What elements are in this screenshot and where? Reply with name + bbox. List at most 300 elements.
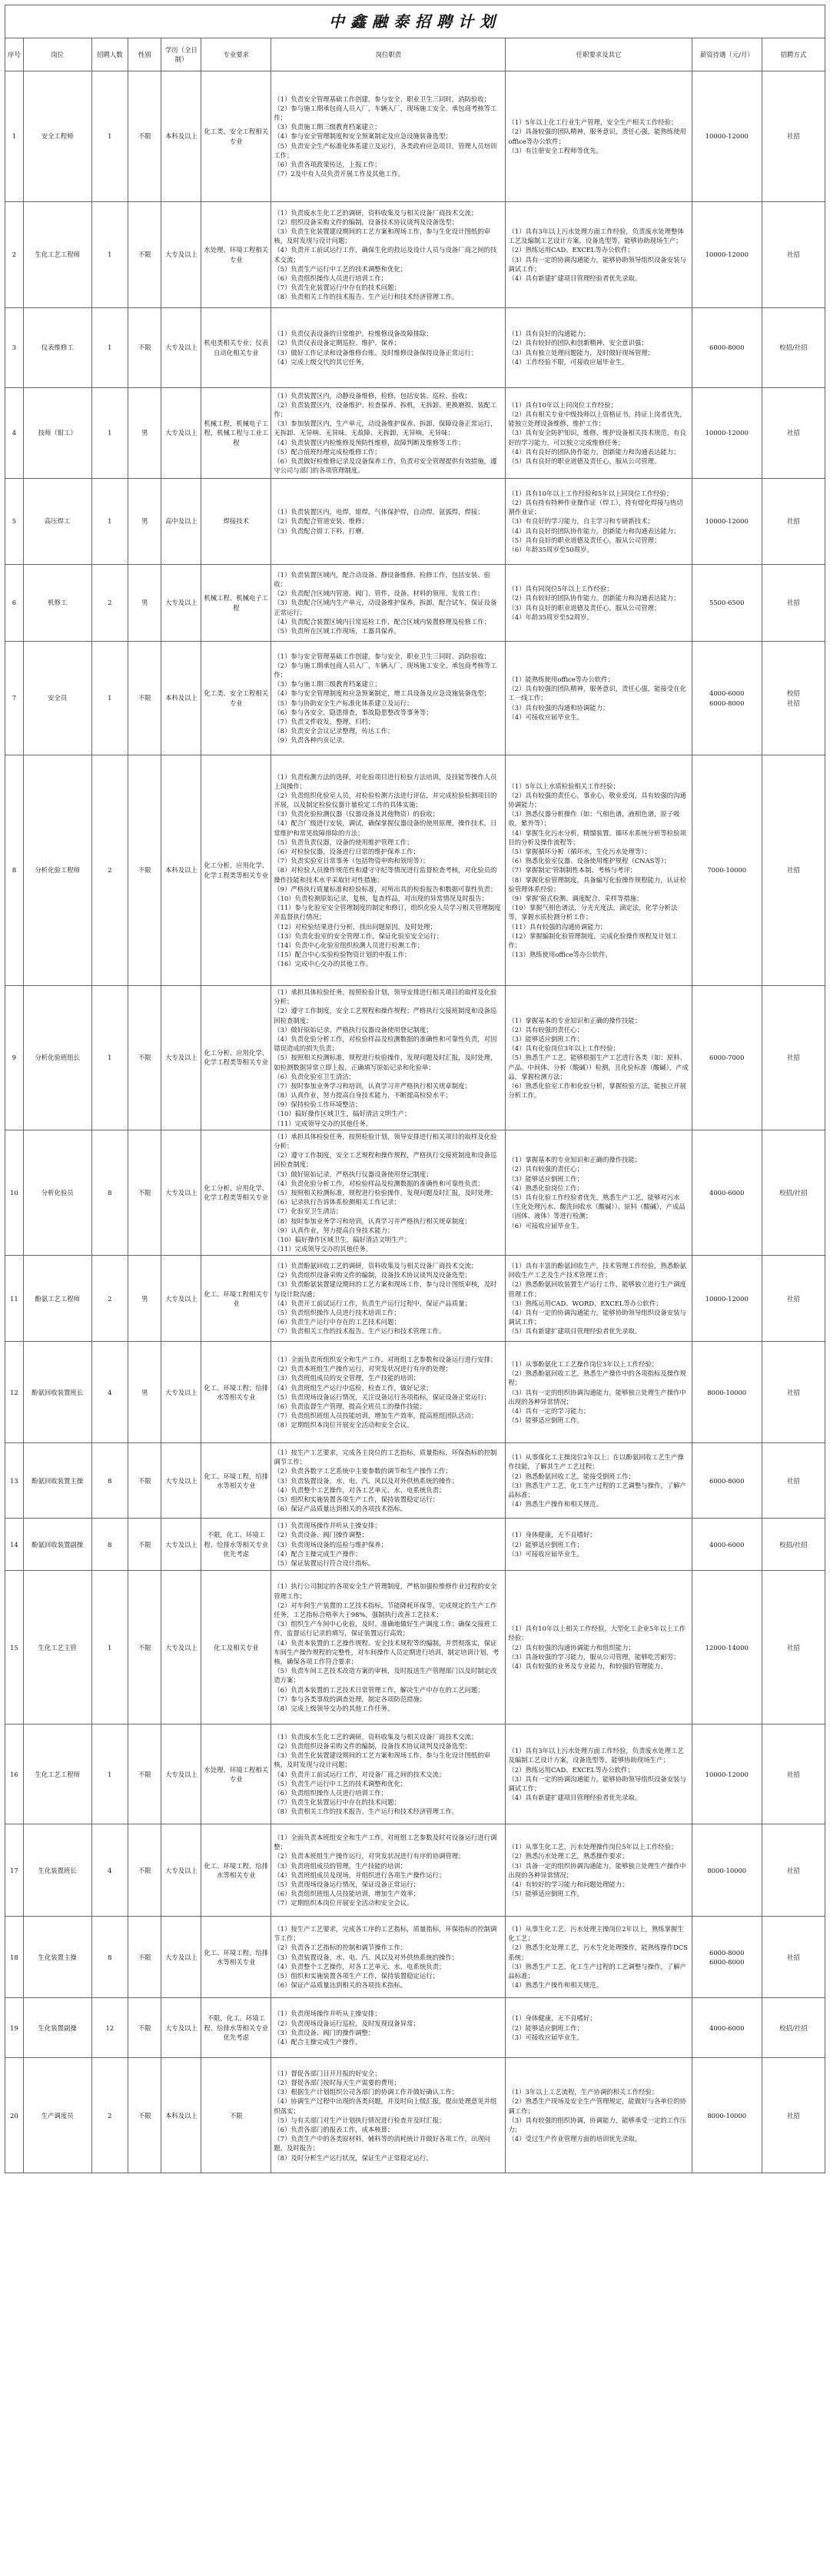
- requirement-item: （4）熟悉生产操作和相关规范。: [508, 1981, 603, 1990]
- duty-item: （7）参与各类事故的调查处理，制定各项防范措施；: [274, 1695, 427, 1703]
- hire-count: 1: [91, 1571, 128, 1725]
- duties-list: [271, 1443, 506, 1519]
- duty-item: （10）负责检测原始记录，复核，复查样品，对出现的异常情况及时报告；: [274, 894, 488, 902]
- duty-item: （6）负责生产运行中存在的工艺技术问题；: [274, 1318, 400, 1326]
- duty-item: （4）完成上级交代的其它任务。: [274, 357, 368, 366]
- gender: 不限: [128, 1571, 161, 1725]
- post-name: 高压焊工: [23, 479, 91, 565]
- gender: 不限: [128, 755, 161, 986]
- gender: 男: [128, 1256, 161, 1342]
- duty-item: （13）负责化验室的安全管理工作，保证化验室安全运行；: [274, 931, 443, 940]
- document-title: 中鑫融泰招聘计划: [5, 5, 825, 38]
- duty-item: （4）负责开工前试运行工作，确保生化的投运及设计人员与设备厂商之间的技术交流；: [274, 246, 497, 264]
- duties-list: [271, 1824, 506, 1917]
- duty-item: （2）负责现场设备运行巡检，及时发现设备异常；: [274, 2019, 420, 2027]
- salary: 8000-10000: [692, 2058, 762, 2173]
- requirement-item: （4）受过生产作业管理方面的培训优先录取。: [508, 2135, 642, 2143]
- row-number: 3: [5, 308, 24, 388]
- requirement-item: （1）身体健康，无不良嗜好；: [508, 2014, 596, 2023]
- requirement-item: （1）3年以上工艺流程，生产协调的相关工作经验；: [508, 2088, 659, 2096]
- duty-item: （6）对检验仪器，设备进行日常的维护保养工作；: [274, 848, 420, 856]
- table-row: [5, 1443, 825, 1519]
- duty-item: （6）负责组织操作人员进行培训工作；: [274, 1789, 387, 1798]
- requirement-item: （5）具有化验工作经验者优先，熟悉生产工艺，能够对污水（生化处理污水、酸洗回收水（酸碱））、原料（酸碱），产成品（固体、液体）等进行检测；: [508, 1193, 686, 1220]
- requirement-item: （2）具有较强的责任心；: [508, 1165, 583, 1173]
- requirement-item: （2）熟悉生化处理工艺，污水生化处理操作，能熟练操作DCS系统；: [508, 1944, 688, 1961]
- salary: 6000-8000: [692, 308, 762, 388]
- education: 大专及以上: [161, 308, 201, 388]
- duty-item: （7）2及中有人员负责开展工作及其他工作。: [274, 170, 405, 178]
- major-requirement: 水处理、环境工程相关专业: [201, 1725, 271, 1824]
- header-count: 招聘人数: [91, 38, 128, 71]
- requirement-item: （4）掌握生化污水分析，精馏装置、循环水系统分析等检验项目的分析及操作流程等；: [508, 828, 686, 846]
- post-name: 仪表维修工: [23, 308, 91, 388]
- duty-item: （4）参与安全管理制度和应急预案制定，增工具设备及应急设施装备选型；: [274, 689, 490, 698]
- requirement-item: （2）能够适应倒班工作；: [508, 1540, 583, 1549]
- requirement-item: （2）具有较强的团队精神，服务意识，责任心强，能接受在化工一线工作；: [508, 685, 686, 702]
- gender: 不限: [128, 308, 161, 388]
- duty-item: （1）执行公司制定的各项安全生产管理制度，严格加强检维修作业过程的安全管理工作；: [274, 1582, 497, 1600]
- requirements-list: [506, 2058, 692, 2173]
- hire-count: 1: [91, 388, 128, 479]
- duty-item: （2）负责组织设备采购文件的编制，设备技术协议谈判及设备选型；: [274, 1742, 471, 1751]
- duty-item: （4）负责开工前试运行工作，对设备厂商之间的技术交流；: [274, 1770, 446, 1778]
- row-number: 15: [5, 1571, 24, 1725]
- table-row: [5, 1256, 825, 1342]
- duty-item: （3）负责设备、阀门的操作调整；: [274, 2028, 375, 2037]
- table-row: [5, 1917, 825, 1998]
- duties-list: [271, 1998, 506, 2058]
- duty-item: （1）负责安全管理基础工作创建，参与安全、职业卫生三同时，消防验收；: [274, 95, 490, 103]
- requirement-item: （3）具有较强的组织协调，协调能力，能够承受一定的工作压力；: [508, 2116, 686, 2133]
- duty-item: （6）负责组织操作人员进行培训工作；: [274, 274, 387, 282]
- salary: 4000-6000: [692, 1130, 762, 1255]
- duty-item: （6）参与各安全、隐患排查，事故隐患整改等事务等；: [274, 708, 433, 716]
- education: 大专及以上: [161, 1342, 201, 1443]
- requirement-item: （3）具有良好的职业道德及责任心，服从公司管理；: [508, 603, 661, 612]
- table-row: [5, 479, 825, 565]
- duty-item: （3）负责班组成员的安全管理，生产技能的培训；: [274, 1374, 420, 1383]
- table-row: [5, 202, 825, 308]
- salary: 10000-12000: [692, 1256, 762, 1342]
- duty-item: （6）记录执行告诉体系检测相关工作记录；: [274, 1198, 400, 1207]
- requirement-item: （4）具有化验岗位3年以上工作经验；: [508, 1044, 620, 1053]
- duty-item: （5）负责现场设备运行情况，关注设备运行各项指标，保证设备正常运行；: [274, 1393, 490, 1401]
- duties-list: [271, 1130, 506, 1255]
- post-name: 酚氨回收装置主操: [23, 1443, 91, 1519]
- requirement-item: （4）具有一定的学习能力；: [508, 1407, 590, 1416]
- header-gender: 性别: [128, 38, 161, 71]
- requirement-item: （2）具备较强的团队精神，服务意识，责任心强，能熟练使用office等办公软件；: [508, 128, 686, 145]
- requirement-item: （3）具有一定的协调沟通能力，能够协助领导组织设备安装与调试工作；: [508, 255, 686, 273]
- duty-item: （4）负责本装置的工艺操作规程、安全技术规程等的编制，并贯彻落实，保证车间生产操作规程的完整性，对车间操作人员定期进行培训，制定培训计划，考核，确保各项工作符合要求；: [274, 1638, 500, 1665]
- duty-item: （1）按生产工艺要求，完成各工序的工艺指标，质量指标，环保指标的控制调节工作；: [274, 1925, 497, 1943]
- salary: 4000-6000: [692, 1519, 762, 1571]
- requirement-item: （2）具有较强的责任心，事业心，敬业爱岗，具有较强的沟通协调能力；: [508, 791, 686, 809]
- recruit-method: 社招: [762, 1256, 825, 1342]
- gender: 男: [128, 1342, 161, 1443]
- requirement-item: （5）能够适应倒班工作。: [508, 1416, 583, 1425]
- duty-item: （5）负责组织操作人员进行技术培训工作；: [274, 1308, 400, 1316]
- salary: 4000-6000 6000-8000: [692, 642, 762, 755]
- post-name: 酚氨工艺工程师: [23, 1256, 91, 1342]
- duty-item: （4）参与安全管理制度和安全预案制定及应急设施装备选型；: [274, 132, 452, 141]
- row-number: 2: [5, 202, 24, 308]
- major-requirement: 化工类、安全工程相关专业: [201, 71, 271, 202]
- row-number: 5: [5, 479, 24, 565]
- major-requirement: 焊接技术: [201, 479, 271, 565]
- duty-item: （7）定期组织本岗位开展安全活动和安全会议。: [274, 1899, 413, 1907]
- header-education: 学历（全日制）: [161, 38, 201, 71]
- duty-item: （5）负责生产运行中工艺的技术调整和优化；: [274, 1779, 407, 1788]
- requirements-list: [506, 1824, 692, 1917]
- table-row: [5, 1998, 825, 2058]
- duty-item: （2）参与施工期承包商人员入厂，车辆入厂，现场施工安全、承包商考核等工作；: [274, 104, 497, 122]
- requirement-item: （3）有良好的学习能力，自主学习和专研新技术；: [508, 517, 654, 526]
- duty-item: （5）按照相关检测标准，规程进行检验操作，发现问题及时汇报，及时处理，如检测数据异常立即上报，正确填写原始记录和化验单；: [274, 1054, 497, 1071]
- duty-item: （1）全面负责本班组安全和生产工作，对班组工艺参数及时对设备运行进行调整；: [274, 1834, 497, 1851]
- education: 大专及以上: [161, 388, 201, 479]
- gender: 不限: [128, 71, 161, 202]
- education: 大专及以上: [161, 1917, 201, 1998]
- table-row: [5, 986, 825, 1130]
- duty-item: （1）负责废水生化工艺的调研，资料收集及与相关设备厂商技术交流；: [274, 208, 478, 217]
- requirement-item: （1）从事生化工艺、污水处理主操岗位2年以上，熟练掌握生化工艺；: [508, 1925, 684, 1943]
- post-name: 分析化验员: [23, 1130, 91, 1255]
- gender: 不限: [128, 1443, 161, 1519]
- duty-item: （3）参加装置区内，生产单元，动设备维护保养、拆卸、保障设备正常运行，无拆卸、无异响、无异味、无故障、无拆卸，无异响，无异味；: [274, 420, 497, 437]
- duty-item: （2）负责设备、阀门操作调整；: [274, 1531, 368, 1539]
- education: 大专及以上: [161, 1824, 201, 1917]
- gender: 不限: [128, 1130, 161, 1255]
- duty-item: （3）负责配合区域内生产单元，动设备维护保养，拆卸，配合试车，保证设备正常运行；: [274, 599, 497, 616]
- requirement-item: （1）掌握基本的专业知识和正确的操作技能；: [508, 1156, 642, 1164]
- requirement-item: （3）能够适应倒班工作；: [508, 1174, 583, 1183]
- post-name: 机修工: [23, 565, 91, 642]
- salary: 10000-12000: [692, 388, 762, 479]
- duty-item: （4）负责化验分析工作，对检验样品及检测数据的准确性和可靠性负责；: [274, 1179, 484, 1187]
- requirement-item: （3）具有一定的协调沟通能力，能够协助领导组织设备安装与调试工作；: [508, 1774, 686, 1792]
- header-method: 招聘方式: [762, 38, 825, 71]
- requirement-item: （5）具有新建扩建项目管理经验者优先录取。: [508, 1327, 642, 1336]
- duty-item: （5）参与协助安全生产标准化体系建立及运行；: [274, 699, 413, 707]
- row-number: 18: [5, 1917, 24, 1998]
- table-row: [5, 1571, 825, 1725]
- duties-list: [271, 1917, 506, 1998]
- hire-count: 8: [91, 1443, 128, 1519]
- duty-item: （2）负责配合管道安装、维修；: [274, 517, 368, 526]
- requirement-item: （1）具有10年以上相关工作经验，大型化工企业5年以上工作经验；: [508, 1625, 686, 1642]
- duty-item: （1）负责废水生化工艺的调研，资料收集及与相关设备厂商技术交流；: [274, 1732, 478, 1741]
- header-requirements: 任职要求及其它: [506, 38, 692, 71]
- requirements-list: [506, 1998, 692, 2058]
- requirement-item: （1）具有10年以上同岗位工作经验；: [508, 400, 618, 409]
- requirement-item: （11）具有较强的沟通协调能力；: [508, 922, 607, 931]
- duty-item: （1）负责仪表设备的日常维护，检维修设备故障排除；: [274, 330, 433, 338]
- duty-item: （6）负责各部门的报表工作，成本核算；: [274, 2125, 394, 2133]
- table-body: [5, 71, 825, 2173]
- recruit-method: 校招 社招: [762, 642, 825, 755]
- requirement-item: （4）具有一定的协调沟通能力，能够协助领导组织设备安装与调试工作；: [508, 1308, 686, 1326]
- duty-item: （5）负责所在区域工作现场，工器具保养。: [274, 626, 400, 635]
- salary: 6000-7000: [692, 986, 762, 1130]
- post-name: 分析化验班组长: [23, 986, 91, 1130]
- duty-item: （7）负责实验室日常事务（包括物资申购和领用等）；: [274, 857, 430, 865]
- requirement-item: （3）熟悉仪器分析操作（如：气相色谱，液相色谱，原子吸收，紫外等）；: [508, 810, 680, 828]
- header-salary: 薪资待遇（元/月）: [692, 38, 762, 71]
- post-name: 安全员: [23, 642, 91, 755]
- duty-item: （9）保持检验工作环境整洁；: [274, 1100, 362, 1109]
- recruit-method: 社招: [762, 1725, 825, 1824]
- requirement-item: （3）具有独立处理问题能力，及时做好现场管理；: [508, 348, 654, 357]
- hire-count: 1: [91, 1725, 128, 1824]
- duty-item: （3）负责配合钳工下料，打磨。: [274, 526, 368, 535]
- row-number: 11: [5, 1256, 24, 1342]
- table-row: [5, 71, 825, 202]
- post-name: 生化工艺主管: [23, 1571, 91, 1725]
- duty-item: （8）按时参加业务学习和培训，认真学习并严格执行相关规章制度；: [274, 1217, 471, 1225]
- duties-list: [271, 1342, 506, 1443]
- requirement-item: （2）熟练运用CAD、EXCEL等办公软件；: [508, 1765, 634, 1774]
- requirement-item: （1）5年以上化工行业生产管理，安全生产相关工作经验；: [508, 118, 678, 127]
- hire-count: 2: [91, 2058, 128, 2173]
- salary: 6000-8000 6000-8000: [692, 1917, 762, 1998]
- requirement-item: （6）年龄35周岁至50周岁。: [508, 545, 593, 553]
- duty-item: （2）遵守工作制度，安全工艺规程和操作规程，严格执行交接班制度和设备巡回检查制度；: [274, 1151, 497, 1169]
- duty-item: （1）参与安全管理基础工作创建，参与安全、职业卫生三同时、消防验收；: [274, 652, 490, 660]
- requirement-item: （4）具有新建扩建项目管理经验者优先录取。: [508, 1794, 642, 1802]
- requirements-list: [506, 202, 692, 308]
- duty-item: （5）负责车间工艺技术改造方案的审核，及时报送生产管理部门以及时制定改造方案；: [274, 1667, 497, 1685]
- requirement-item: （2）具有相关专业中级技师以上资格证书，持证上岗者优先，能独立处理设备维修、维护工作；: [508, 410, 686, 428]
- gender: 不限: [128, 1917, 161, 1998]
- duty-item: （11）参与化验室安全管理制度的制定和修订，组织化验人员学习相关管理制度并监督执行情况；: [274, 904, 501, 921]
- duty-item: （4）负责配合装置区域内日常巡检工作，配合区域内装置修理及检修工作；: [274, 617, 490, 626]
- requirement-item: （1）从事酚氨化工工艺操作岗位3年以上工作经验；: [508, 1360, 659, 1369]
- table-row: [5, 755, 825, 986]
- salary: 10000-12000: [692, 1725, 762, 1824]
- duty-item: （7）按时参加业务学习和培训，认真学习并严格执行相关规章制度；: [274, 1081, 471, 1090]
- hire-count: 4: [91, 1342, 128, 1443]
- table-row: [5, 308, 825, 388]
- duty-item: （5）配合值班经理完成检维修工作；: [274, 447, 381, 456]
- duties-list: [271, 202, 506, 308]
- duties-list: [271, 388, 506, 479]
- salary: 8000-10000: [692, 1342, 762, 1443]
- duties-list: [271, 1571, 506, 1725]
- duties-list: [271, 308, 506, 388]
- duty-item: （2）负责配合区域内管道、阀门、管件、设备、材料的领用、发放工作；: [274, 589, 484, 598]
- duty-item: （1）督促各部门日开月报的好安全；: [274, 2069, 381, 2077]
- requirements-list: [506, 1725, 692, 1824]
- row-number: 16: [5, 1725, 24, 1824]
- duty-item: （16）完成中心交办的其他工作。: [274, 960, 373, 968]
- duty-item: （7）负责生化装置运行中存在的技术问题；: [274, 284, 400, 292]
- duty-item: （5）负责现场设备运行情况，保证设备正常运行；: [274, 1880, 420, 1888]
- duty-item: （2）督促各部门按时每天生产需要的费用；: [274, 2079, 400, 2086]
- hire-count: 1: [91, 986, 128, 1130]
- duty-item: （11）完成领导交办的其他任务。: [274, 1245, 373, 1253]
- education: 大专及以上: [161, 202, 201, 308]
- requirement-item: （2）熟练运用CAD、EXCEL等办公软件；: [508, 246, 634, 254]
- requirements-list: [506, 308, 692, 388]
- hire-count: 2: [91, 755, 128, 986]
- requirement-item: （2）具有持有特种作业操作证（焊工），持有熔化焊接与热切割作业证；: [508, 499, 683, 516]
- duty-item: （9）严格执行质量标准和检验标准，对所出具的检验报告和数据可靠性负责；: [274, 885, 497, 893]
- post-name: 生化工艺工程师: [23, 202, 91, 308]
- salary: 12000-14000: [692, 1571, 762, 1725]
- major-requirement: 水处理、环境工程相关专业: [201, 202, 271, 308]
- duty-item: （1）负责装置区内，动静设备维修，检修，包括安装、巡检、验收；: [274, 391, 471, 400]
- major-requirement: 化工分析、应用化学、化学工程类等相关专业: [201, 755, 271, 986]
- table-row: [5, 2058, 825, 2173]
- duty-item: （3）负责化验检测仪器（仪器设备及其他物资）的验收；: [274, 810, 439, 818]
- row-number: 13: [5, 1443, 24, 1519]
- major-requirement: 化工、环境工程；给排水等相关专业: [201, 1342, 271, 1443]
- recruit-method: 社招: [762, 71, 825, 202]
- gender: 不限: [128, 2058, 161, 2173]
- requirement-item: （8）掌握化验管理制度，具备编写化验操作规程能力，认证检验管理体系经验；: [508, 875, 686, 893]
- requirement-item: （2）熟悉酚氨回收工艺，能接受倒班工作；: [508, 1472, 635, 1480]
- duty-item: （6）负责各项政策传达，上报工作；: [274, 160, 381, 168]
- requirements-list: [506, 1130, 692, 1255]
- duty-item: （2）负责各数字工艺系统中主要参数的调节和生产操作工作；: [274, 1467, 452, 1476]
- duty-item: （3）做好原始记录，严格执行仪器设备使用登记制度；: [274, 1170, 433, 1178]
- salary: 10000-12000: [692, 71, 762, 202]
- recruitment-plan-page: [0, 5, 830, 2576]
- table-row: [5, 1130, 825, 1255]
- requirements-list: [506, 1571, 692, 1725]
- duty-item: （7）负责生产中的各类原材料，辅料等的消耗统计并做好各项工作，出现问题，及时报告；: [274, 2135, 490, 2153]
- duty-item: （2）负责本班组生产操作运行，对突发状况进行有序的协调管理；: [274, 1852, 465, 1861]
- requirement-item: （1）具有良好的沟通能力；: [508, 330, 590, 338]
- recruit-method: 校招/社招: [762, 308, 825, 388]
- table-row: [5, 1725, 825, 1824]
- duty-item: （5）组织和实施装置各项生产工作，保持装置稳定运行；: [274, 1972, 439, 1980]
- duty-item: （8）认真作业，努力提高自身技术能力，不断提高检验水平；: [274, 1091, 452, 1100]
- duties-list: [271, 2058, 506, 2173]
- requirement-item: （5）能够适应倒班工作。: [508, 1890, 583, 1898]
- duty-item: （1）负责现场操作并听从主操安排；: [274, 2010, 381, 2018]
- duty-item: （5）按照相关检测标准，规程进行检验操作，发现问题及时汇报，及时处理；: [274, 1188, 497, 1197]
- gender: 不限: [128, 1998, 161, 2058]
- duty-item: （2）负责本班组生产操作运行，对突发状况进行有序的处理；: [274, 1365, 452, 1373]
- education: 高中及以上: [161, 479, 201, 565]
- duties-list: [271, 565, 506, 642]
- duty-item: （9）负责各种内页记录。: [274, 736, 349, 745]
- row-number: 9: [5, 986, 24, 1130]
- post-name: 生化装置班长: [23, 1824, 91, 1917]
- recruit-method: 校招/社招: [762, 1998, 825, 2058]
- duty-item: （6）负责化验室卫生清洁；: [274, 1072, 356, 1081]
- row-number: 8: [5, 755, 24, 986]
- gender: 男: [128, 565, 161, 642]
- education: 大专及以上: [161, 1256, 201, 1342]
- table-row: [5, 565, 825, 642]
- duty-item: （1）负责现场操作并听从主操安排；: [274, 1522, 381, 1530]
- post-name: 生产调度员: [23, 2058, 91, 2173]
- requirement-item: （13）熟练使用office等办公软件。: [508, 951, 612, 959]
- requirements-list: [506, 755, 692, 986]
- major-requirement: 机电类相关专业；仪表自动化相关专业: [201, 308, 271, 388]
- requirement-item: （4）有较好的学习能力和问题处理能力；: [508, 1880, 629, 1888]
- major-requirement: 不限: [201, 2058, 271, 2173]
- header-no: 序号: [5, 38, 24, 71]
- recruit-method: 社招: [762, 986, 825, 1130]
- duty-item: （1）负责酚氨回收工艺的调研，资料收集及与相关设备厂商技术交流；: [274, 1262, 478, 1270]
- row-number: 12: [5, 1342, 24, 1443]
- requirement-item: （4）熟悉化验岗位工作；: [508, 1183, 583, 1192]
- duty-item: （15）配合中心实验检验物资计划的申报工作；: [274, 951, 411, 959]
- duty-item: （7）负责文件收发，整理，归档；: [274, 717, 375, 725]
- duty-item: （4）负责开工前试运行工作，负责生产运行过程中，保证产品质量；: [274, 1299, 471, 1307]
- duty-item: （4）负责班组成员及现场，并组织进行各项生产操作运行；: [274, 1871, 446, 1879]
- requirement-item: （4）具有较强的业务及专业能力，和较强的管理能力。: [508, 1662, 667, 1671]
- post-name: 技师（钳工）: [23, 388, 91, 479]
- duty-item: （7）负责相关工作的技术报告、生产运行和技术管理工作。: [274, 1327, 446, 1336]
- requirement-item: （1）具有3年以上污水处理方面工作经验，负责废水处理整体工艺及编制工艺设计方案，设备选型等，能够协助现场生产；: [508, 227, 684, 245]
- hire-count: 8: [91, 1917, 128, 1998]
- row-number: 14: [5, 1519, 24, 1571]
- requirement-item: （4）具有新建扩建项目管理经验者优先录取。: [508, 274, 642, 282]
- duty-item: （3）根据生产计划组织公司各部门的协调工作并做好确认工作；: [274, 2088, 459, 2096]
- recruit-method: 社招: [762, 565, 825, 642]
- requirements-list: [506, 1917, 692, 1998]
- post-name: 酚氨回收装置班长: [23, 1342, 91, 1443]
- duty-item: （3）负责装置设备，水、电、汽、风以及对外供热系统的操作；: [274, 1476, 459, 1485]
- salary: 4000-6000: [692, 1998, 762, 2058]
- row-number: 1: [5, 71, 24, 202]
- requirements-list: [506, 642, 692, 755]
- duty-item: （1）全面负责所组织安全和生产工作，对班组工艺参数和设备运行进行安排；: [274, 1356, 497, 1363]
- duties-list: [271, 479, 506, 565]
- duties-list: [271, 1519, 506, 1571]
- requirements-list: [506, 1443, 692, 1519]
- requirement-item: （3）可接收应届毕业生。: [508, 1549, 583, 1558]
- duty-item: （2）组织设备采购文件的编制，设备技术协议谈判及设备选型；: [274, 217, 459, 226]
- major-requirement: 化工、环境工程相关专业: [201, 1256, 271, 1342]
- major-requirement: 化工及相关专业: [201, 1571, 271, 1725]
- education: 本科及以上: [161, 71, 201, 202]
- major-requirement: 机械工程、机械电子工程: [201, 565, 271, 642]
- duty-item: （5）负责生产运行中工艺的技术调整和优化；: [274, 264, 407, 273]
- major-requirement: 化工、环境工程、给排水等相关专业: [201, 1917, 271, 1998]
- requirement-item: （3）具备一定的组织协调沟通能力，能够独立处理生产操作中出现的各种异常情况；: [508, 1861, 686, 1879]
- recruit-method: 社招: [762, 755, 825, 986]
- duty-item: （14）负责中心化验室组织检测人员进行检测工作；: [274, 941, 424, 949]
- recruit-method: 社招: [762, 479, 825, 565]
- requirement-item: （3）有注册安全工程师等优先。: [508, 146, 603, 154]
- duty-item: （7）负责组织班组人员技能培训，增加生产效率，提高班组团队活动；: [274, 1412, 478, 1420]
- duty-item: （8）定期组织本岗位开展安全活动和安全会议。: [274, 1421, 413, 1429]
- requirement-item: （12）掌握编制化验管理制度，完成化验操作规程及计划工作；: [508, 931, 678, 949]
- requirement-item: （3）具有较强的沟通和协调能力；: [508, 703, 609, 712]
- hire-count: 1: [91, 642, 128, 755]
- recruit-method: 社招: [762, 1571, 825, 1725]
- duty-item: （4）负责装置区内检维修及预防性维修，故障判断及维修等工作；: [274, 438, 465, 446]
- header-post: 岗位: [23, 38, 91, 71]
- duty-item: （10）搞好操作区域卫生，搞好清洁文明生产；: [274, 1110, 411, 1118]
- requirement-item: （4）可接收应届毕业生。: [508, 712, 583, 721]
- duty-item: （7）化验室卫生清洁；: [274, 1207, 343, 1216]
- requirement-item: （1）5年以上水质检验相关工作经验；: [508, 782, 620, 790]
- recruit-method: 社招: [762, 1443, 825, 1519]
- post-name: 生化工艺工程师: [23, 1725, 91, 1824]
- duty-item: （3）负责现场设备的巡检与维护保养；: [274, 1540, 387, 1549]
- recruit-method: 社招: [762, 388, 825, 479]
- gender: 男: [128, 388, 161, 479]
- duty-item: （5）与有关部门对生产计划执行情况进行检查并及时汇报；: [274, 2116, 446, 2124]
